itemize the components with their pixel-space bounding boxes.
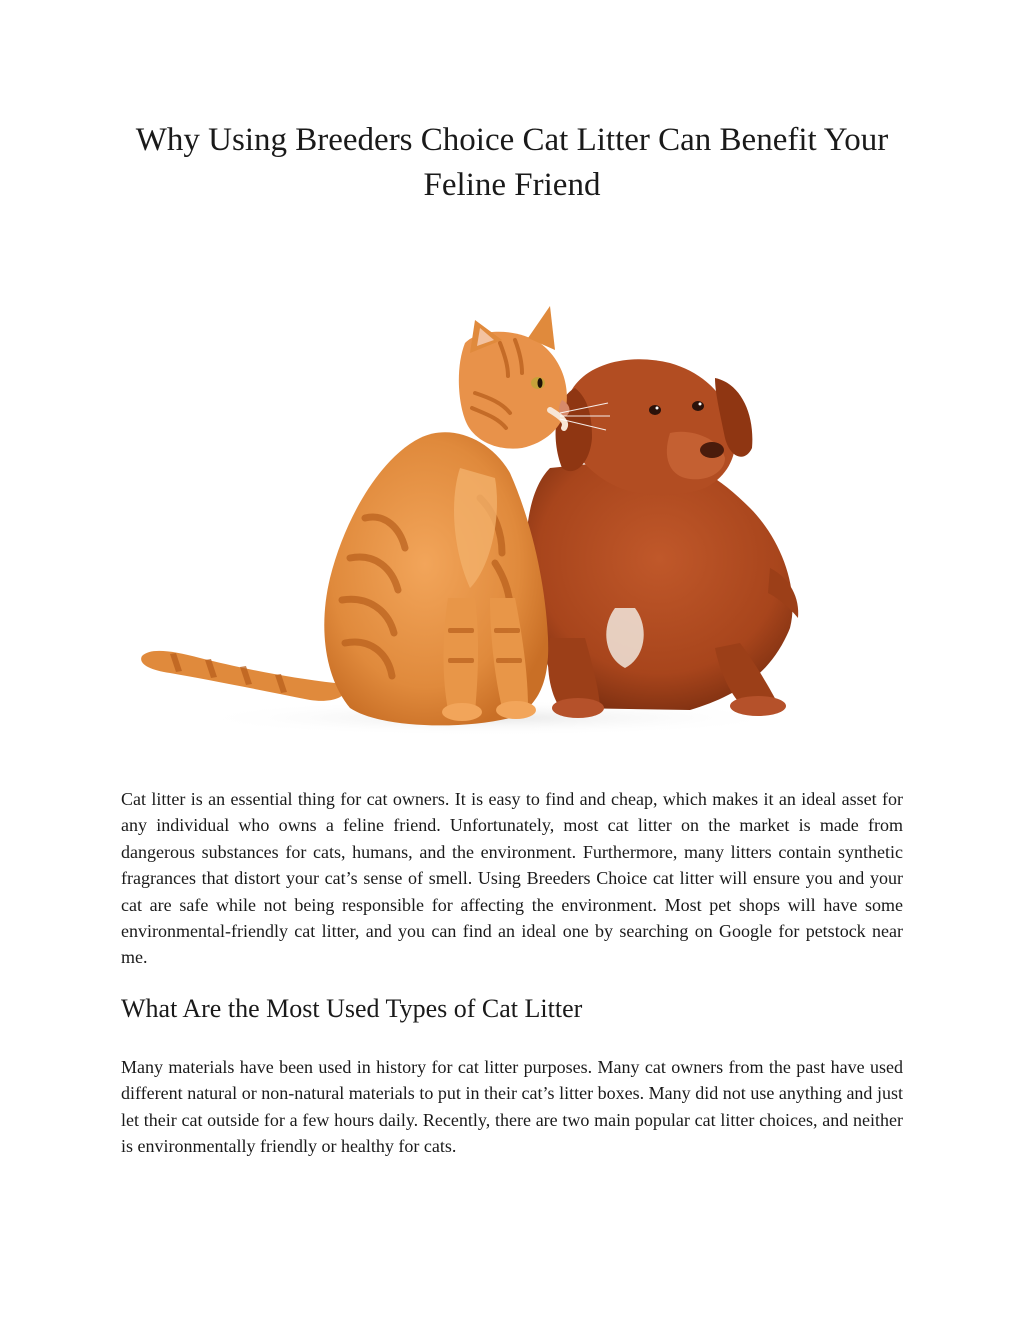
cat-and-dog-photo [130,298,810,743]
page-title: Why Using Breeders Choice Cat Litter Can Benefit Your Feline Friend [135,122,889,203]
intro-paragraph: Cat litter is an essential thing for cat owners. It is easy to find and cheap, which makes it an ideal asset for any individual who owns a feline friend. Unfortunately, most cat litter on the market is made from dangerous substances for cats, humans, and the environment. Furthermore, many litters contain synthetic fragrances that distort your cat’s sense of smell. Using Breeders Choice cat litter will ensure you and your cat are safe while not being responsible for affecting the environment. Most pet shops will have some environmental-friendly cat litter, and you can find an ideal one by searching on Google for petstock near me. [121,789,903,968]
section-paragraph: Many materials have been used in history for cat litter purposes. Many cat owners from the past have used different natural or non-natural materials to put in their cat’s litter boxes. Many did not use anything and just let their cat outside for a few hours daily. Recently, there are two main popular cat litter choices, and neither is environmentally friendly or healthy for cats. [121,1057,903,1157]
section-heading: What Are the Most Used Types of Cat Litter [121,994,583,1023]
